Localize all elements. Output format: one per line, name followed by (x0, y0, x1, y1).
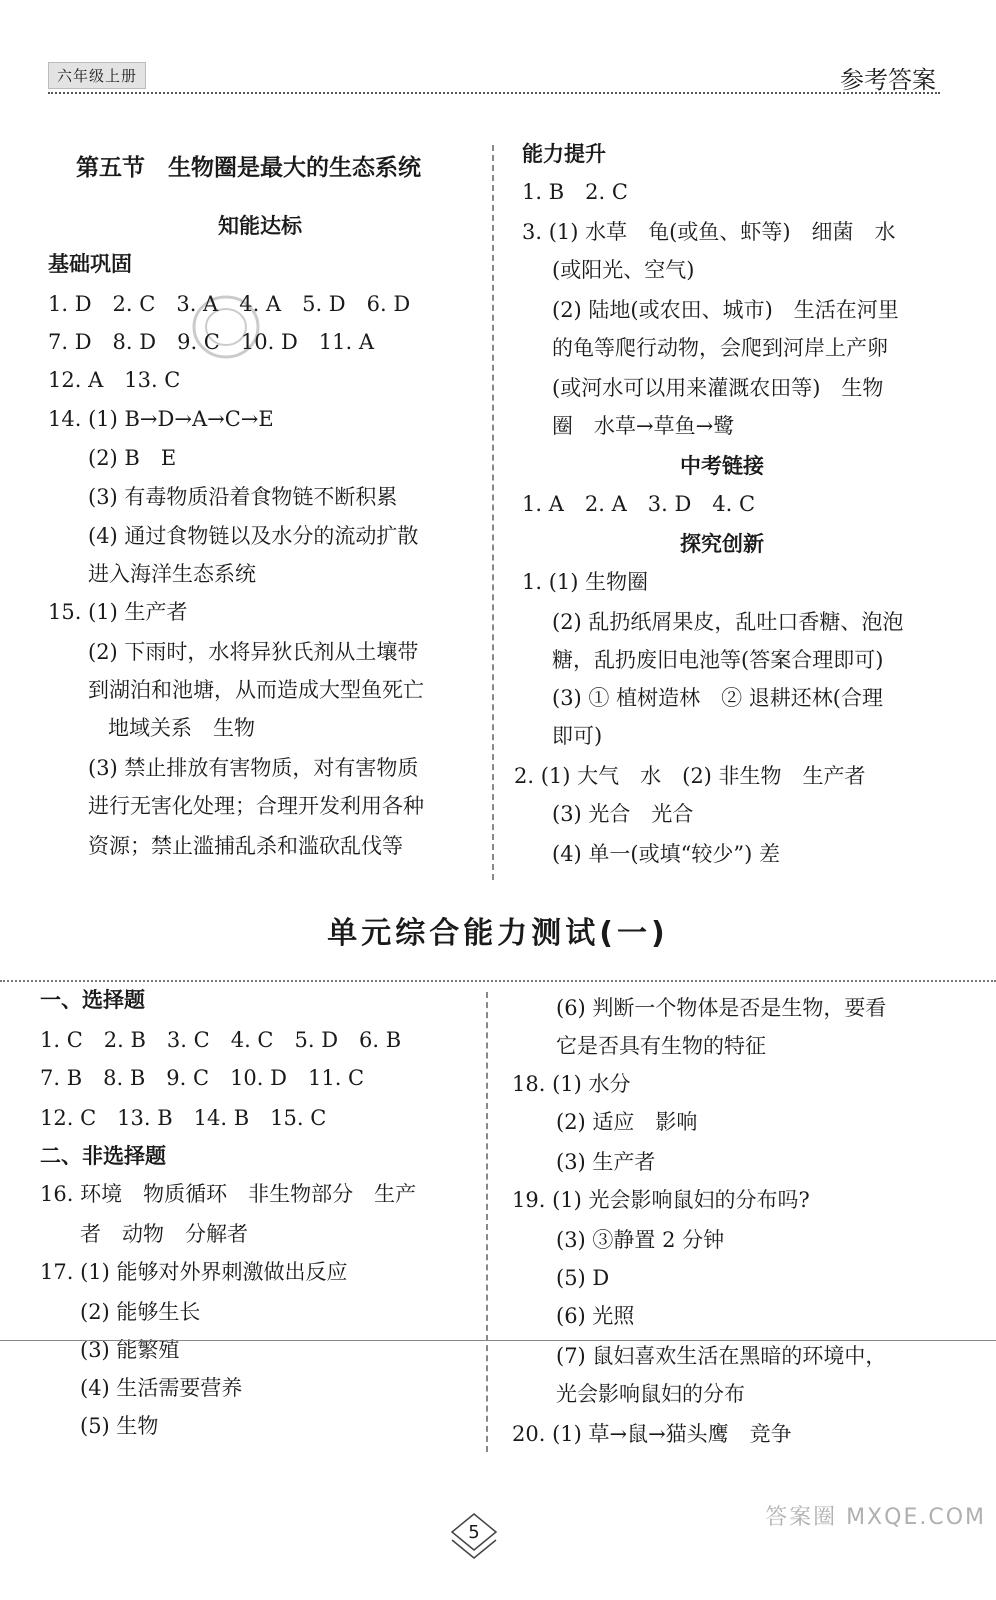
answer-line: (2) 能够生长 (80, 1300, 201, 1324)
answer-line: 14. (1) B→D→A→C→E (48, 407, 274, 431)
answer-line: (3) ③静置 2 分钟 (556, 1228, 725, 1252)
answer-line: 1. A 2. A 3. D 4. C (522, 492, 756, 516)
answer-line: 18. (1) 水分 (512, 1072, 631, 1096)
subsection-heading-exam: 中考链接 (680, 454, 764, 478)
subsection-heading-basic: 基础巩固 (48, 252, 132, 276)
answer-line: 即可) (552, 724, 603, 748)
answer-line: 它是否具有生物的特征 (556, 1034, 766, 1058)
answer-line: 20. (1) 草→鼠→猫头鹰 竞争 (512, 1422, 792, 1446)
answer-line: 1. D 2. C 3. A 4. A 5. D 6. D (48, 292, 411, 316)
nonchoice-heading: 二、非选择题 (40, 1144, 166, 1168)
answer-line: (3) 生产者 (556, 1150, 656, 1174)
answer-line: (3) 光合 光合 (552, 802, 694, 826)
answer-line: (7) 鼠妇喜欢生活在黑暗的环境中， (556, 1344, 887, 1368)
answer-line: 糖，乱扔废旧电池等(答案合理即可) (552, 648, 884, 672)
column-divider (492, 145, 494, 880)
answer-line: (3) 能繁殖 (80, 1338, 180, 1362)
unit-rule (0, 980, 996, 982)
answer-line: 地域关系 生物 (108, 716, 255, 740)
answer-line: 1. (1) 生物圈 (522, 570, 649, 594)
answer-line: (或河水可以用来灌溉农田等) 生物 (552, 376, 884, 400)
header-rule (48, 92, 940, 94)
answer-line: (2) 适应 影响 (556, 1110, 698, 1134)
answer-line: 光会影响鼠妇的分布 (556, 1382, 745, 1406)
answer-line: 到湖泊和池塘，从而造成大型鱼死亡 (88, 678, 424, 702)
answer-line: 12. C 13. B 14. B 15. C (40, 1106, 327, 1130)
subsection-heading-ability: 能力提升 (522, 142, 606, 166)
page-number (448, 1510, 500, 1562)
header-title: 参考答案 (840, 66, 936, 94)
answer-line: (2) 陆地(或农田、城市) 生活在河里 (552, 298, 899, 322)
answer-line: 19. (1) 光会影响鼠妇的分布吗? (512, 1188, 810, 1212)
answer-line: (4) 生活需要营养 (80, 1376, 243, 1400)
answer-line: (2) B E (88, 446, 177, 470)
answer-line: 者 动物 分解者 (80, 1222, 248, 1246)
answer-line: 进行无害化处理；合理开发利用各种 (88, 794, 424, 818)
answer-line: (3) 有毒物质沿着食物链不断积累 (88, 485, 398, 509)
subsection-heading-explore: 探究创新 (680, 532, 764, 556)
column-divider (486, 992, 488, 1452)
answer-line: 7. B 8. B 9. C 10. D 11. C (40, 1066, 365, 1090)
answer-line: (6) 光照 (556, 1304, 635, 1328)
answer-line: (或阳光、空气) (552, 258, 695, 282)
answer-line: 17. (1) 能够对外界刺激做出反应 (40, 1260, 348, 1284)
subsection-heading-zhineng: 知能达标 (218, 214, 302, 238)
choice-heading: 一、选择题 (40, 988, 145, 1012)
answer-line: 进入海洋生态系统 (88, 562, 256, 586)
answer-line: 15. (1) 生产者 (48, 600, 188, 624)
section-title: 第五节 生物圈是最大的生态系统 (76, 155, 421, 181)
answer-line: (3) ① 植树造林 ② 退耕还林(合理 (552, 686, 883, 710)
answer-line: (2) 下雨时，水将异狄氏剂从土壤带 (88, 640, 419, 664)
answer-line: 3. (1) 水草 龟(或鱼、虾等) 细菌 水 (522, 220, 896, 244)
watermark: 答案圈 MXQE.COM (765, 1505, 986, 1530)
answer-line: (4) 通过食物链以及水分的流动扩散 (88, 524, 419, 548)
page-number-text: 5 (468, 1522, 480, 1543)
answer-line: 圈 水草→草鱼→鹭 (552, 414, 735, 438)
answer-line: 1. C 2. B 3. C 4. C 5. D 6. B (40, 1028, 402, 1052)
answer-line: (5) 生物 (80, 1414, 159, 1438)
stamp-mark (190, 292, 262, 362)
answer-line: (3) 禁止排放有害物质，对有害物质 (88, 756, 419, 780)
answer-line: 7. D 8. D 9. C 10. D 11. A (48, 330, 375, 354)
answer-line: (2) 乱扔纸屑果皮，乱吐口香糖、泡泡 (552, 610, 904, 634)
answer-line: 2. (1) 大气 水 (2) 非生物 生产者 (514, 764, 866, 788)
grade-label: 六年级上册 (48, 62, 146, 89)
answer-line: 的龟等爬行动物，会爬到河岸上产卵 (552, 336, 888, 360)
answer-line: 1. B 2. C (522, 180, 628, 204)
answer-line: 16. 环境 物质循环 非生物部分 生产 (40, 1182, 417, 1206)
answer-line: (4) 单一(或填“较少”) 差 (552, 842, 780, 866)
scan-line (0, 1340, 996, 1341)
answer-line: 资源；禁止滥捕乱杀和滥砍乱伐等 (88, 834, 403, 858)
unit-title: 单元综合能力测试(一) (327, 916, 669, 951)
answer-line: (5) D (556, 1266, 610, 1290)
answer-line: (6) 判断一个物体是否是生物，要看 (556, 996, 887, 1020)
answer-line: 12. A 13. C (48, 368, 181, 392)
